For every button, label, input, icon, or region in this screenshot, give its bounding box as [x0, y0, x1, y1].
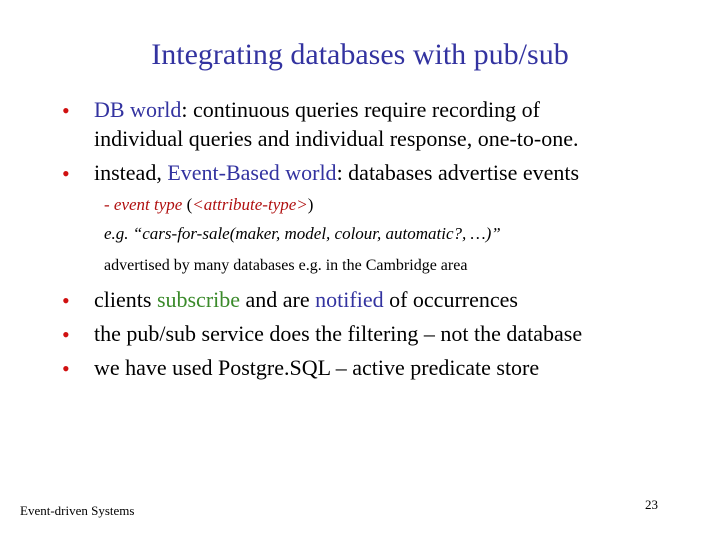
bullet-3-marker: • [62, 288, 70, 313]
bullet-1-marker: • [62, 98, 70, 123]
footer-text: Event-driven Systems [20, 503, 135, 518]
bullet-1-text: : continuous queries require recording of [181, 97, 540, 122]
bullet-5-line: we have used Postgre.SQL – active predicate store [94, 355, 540, 380]
bullet-1-line-2: individual queries and individual response, one-to-one. [94, 126, 579, 151]
bullet-1-line-1 [94, 97, 540, 123]
bullet-2-line [94, 160, 579, 186]
db-world-term: DB world [94, 97, 182, 122]
subscribe-term: subscribe [156, 287, 241, 312]
bullet-2-pre: instead, [94, 160, 168, 185]
sub-close-paren: ) [307, 195, 314, 214]
notified-term: notified [315, 287, 384, 312]
event-based-world-term: Event-Based world [167, 160, 337, 185]
attribute-type-term: <attribute-type> [192, 195, 308, 214]
sub-item-event-type [104, 195, 313, 215]
sub-item-advertised: advertised by many databases e.g. in the Cambridge area [104, 257, 468, 274]
sub-open-paren: ( [182, 195, 193, 214]
event-type-term: event type [113, 195, 183, 214]
slide-title: Integrating databases with pub/sub [151, 38, 569, 71]
bullet-2-marker: • [62, 161, 70, 186]
sub-dash: - [104, 195, 114, 214]
bullet-3-mid: and are [240, 287, 316, 312]
bullet-5-marker: • [62, 356, 70, 381]
bullet-3-line [94, 287, 518, 313]
page-number: 23 [645, 497, 658, 512]
bullet-4-marker: • [62, 322, 70, 347]
sub-item-example: e.g. “cars-for-sale(maker, model, colour, automatic?, …)” [104, 224, 501, 243]
bullet-3-pre: clients [94, 287, 157, 312]
bullet-2-rest: : databases advertise events [336, 160, 580, 185]
bullet-4-line: the pub/sub service does the filtering – not the database [94, 321, 583, 346]
bullet-3-rest: of occurrences [383, 287, 518, 312]
